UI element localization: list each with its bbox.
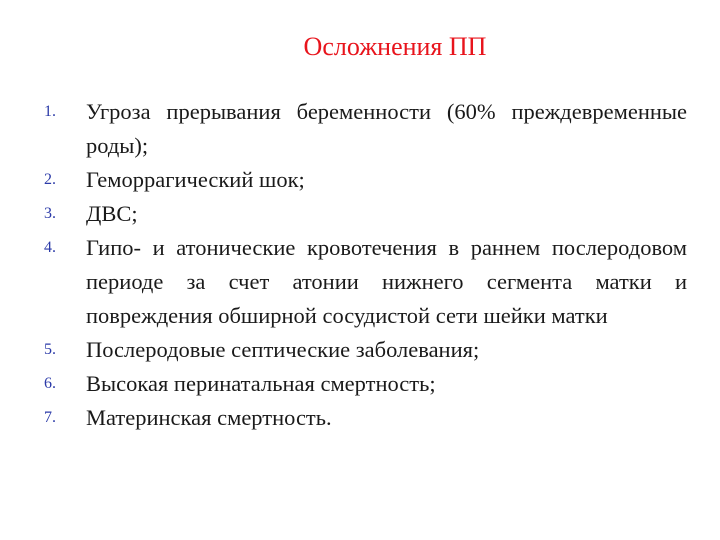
list-item-number: 3. <box>44 205 56 222</box>
list-item-text: Угроза прерывания беременности (60% преждевременные роды); <box>86 99 687 158</box>
list-item-text: Высокая перинатальная смертность; <box>86 371 436 396</box>
list-item-number: 7. <box>44 409 56 426</box>
list-item-text: ДВС; <box>86 201 138 226</box>
list-item-number: 5. <box>44 341 56 358</box>
list-item <box>44 367 687 401</box>
list-item <box>44 333 687 367</box>
list-item-number: 2. <box>44 171 56 188</box>
list-item <box>44 401 687 435</box>
list-item-number: 1. <box>44 103 56 120</box>
list-item-text: Геморрагический шок; <box>86 167 305 192</box>
list-item-text: Материнская смертность. <box>86 405 332 430</box>
list-item-number: 6. <box>44 375 56 392</box>
list-item <box>44 197 687 231</box>
list-item <box>44 231 687 333</box>
complications-list <box>44 95 687 435</box>
list-item-text: Послеродовые септические заболевания; <box>86 337 480 362</box>
list-item-number: 4. <box>44 239 56 256</box>
list-item-text: Гипо- и атонические кровотечения в раннем послеродовом периоде за счет атонии нижнего сегмента матки и повреждения обширной сосудистой сети шейки матки <box>86 235 687 328</box>
list-item <box>44 163 687 197</box>
slide-title: Осложнения ПП <box>303 32 487 61</box>
list-item <box>44 95 687 163</box>
